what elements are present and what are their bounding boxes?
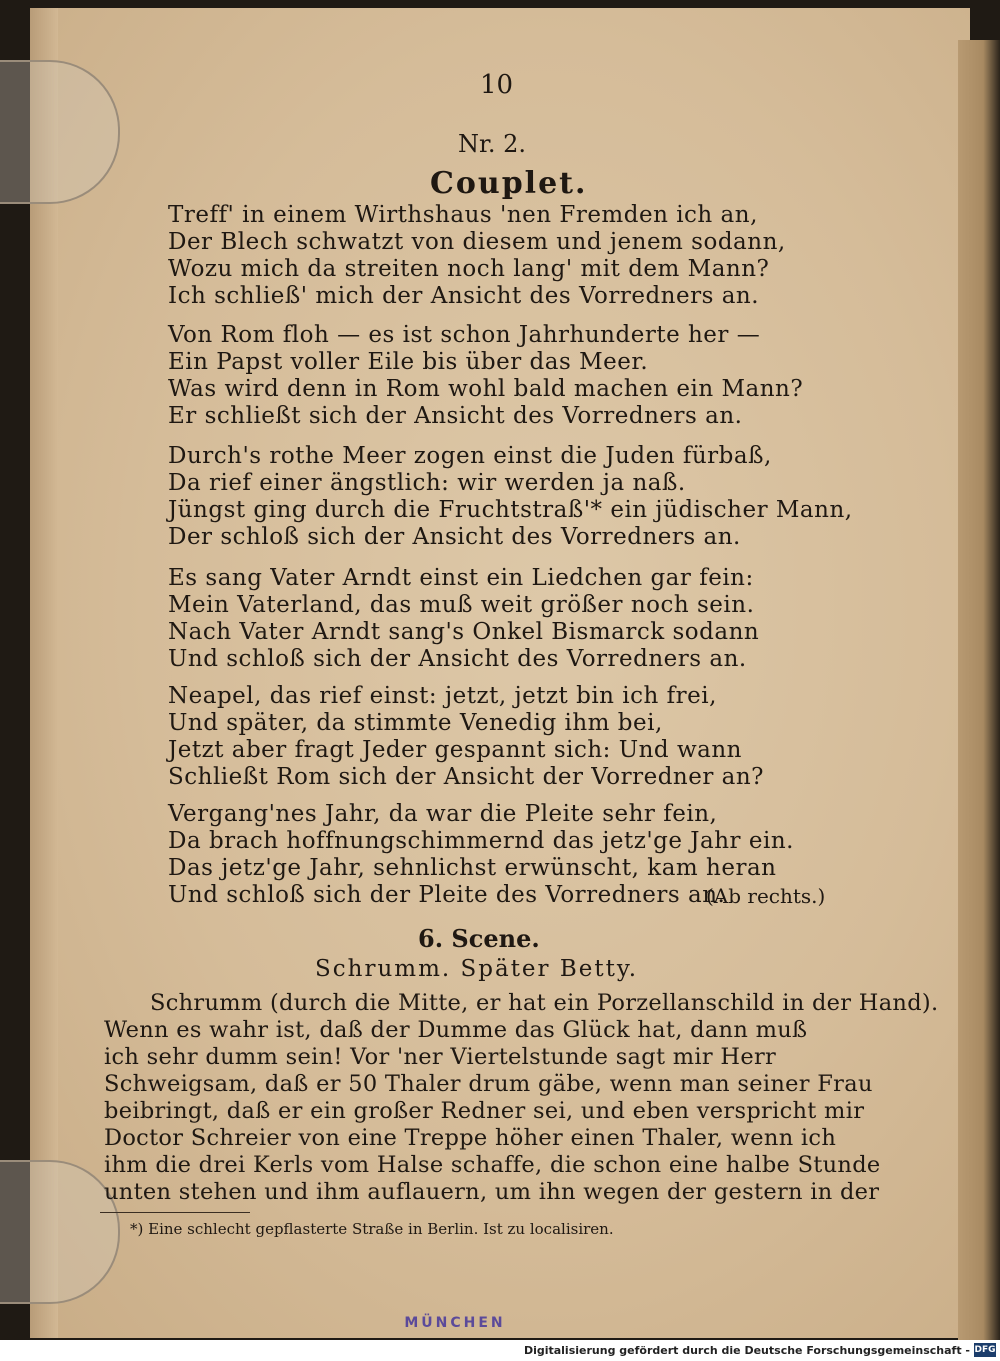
verse-line: Was wird denn in Rom wohl bald machen ein Mann? — [168, 376, 804, 402]
verse-line: Jetzt aber fragt Jeder gespannt sich: Und wann — [168, 737, 742, 763]
verse-line: Und später, da stimmte Venedig ihm bei, — [168, 710, 663, 736]
prose-line: Wenn es wahr ist, daß der Dumme das Glück hat, dann muß — [104, 1017, 808, 1043]
dfg-logo-icon: DFG — [974, 1345, 996, 1355]
verse-line: Jüngst ging durch die Fruchtstraß'* ein jüdischer Mann, — [168, 497, 853, 523]
verse-line: Nach Vater Arndt sang's Onkel Bismarck sodann — [168, 619, 760, 645]
prose-line: Schweigsam, daß er 50 Thaler drum gäbe, wenn man seiner Frau — [104, 1071, 873, 1097]
section-number: Nr. 2. — [458, 130, 526, 158]
prose-line: beibringt, daß er ein großer Redner sei, und eben verspricht mir — [104, 1098, 865, 1124]
verse-line: Da brach hoffnungschimmernd das jetz'ge Jahr ein. — [168, 828, 794, 854]
verse-line: Ein Papst voller Eile bis über das Meer. — [168, 349, 649, 375]
page-number: 10 — [480, 70, 514, 100]
stage-direction: (Ab rechts.) — [706, 884, 826, 908]
verse-line: Es sang Vater Arndt einst ein Liedchen gar fein: — [168, 565, 754, 591]
footer-credit: Digitalisierung gefördert durch die Deutsche Forschungsgemeinschaft - — [523, 1344, 970, 1357]
scene-cast: Schrumm. Später Betty. — [315, 956, 639, 982]
verse-line: Durch's rothe Meer zogen einst die Juden fürbaß, — [168, 443, 772, 469]
verse-line: Vergang'nes Jahr, da war die Pleite sehr fein, — [168, 801, 718, 827]
page-right-edge — [958, 40, 1000, 1340]
verse-line: Neapel, das rief einst: jetzt, jetzt bin ich frei, — [168, 683, 717, 709]
footnote: *) Eine schlecht gepflasterte Straße in Berlin. Ist zu localisiren. — [130, 1220, 614, 1238]
prose-line: ihm die drei Kerls vom Halse schaffe, die schon eine halbe Stunde — [104, 1152, 881, 1178]
verse-line: Von Rom floh — es ist schon Jahrhunderte her — — [168, 322, 761, 348]
verse-line: Wozu mich da streiten noch lang' mit dem Mann? — [168, 256, 770, 282]
footnote-rule — [100, 1212, 250, 1213]
verse-line: Und schloß sich der Pleite des Vorredners an. — [168, 882, 726, 908]
verse-line: Treff' in einem Wirthshaus 'nen Fremden ich an, — [168, 202, 758, 228]
page-left-edge — [30, 8, 58, 1338]
verse-line: Mein Vaterland, das muß weit größer noch sein. — [168, 592, 755, 618]
verse-line: Ich schließ' mich der Ansicht des Vorredners an. — [168, 283, 760, 309]
verse-line: Und schloß sich der Ansicht des Vorredners an. — [168, 646, 747, 672]
prose-line: ich sehr dumm sein! Vor 'ner Viertelstunde sagt mir Herr — [104, 1044, 777, 1070]
scene-heading: 6. Scene. — [418, 924, 540, 953]
verse-line: Schließt Rom sich der Ansicht der Vorredner an? — [168, 764, 765, 790]
verse-line: Da rief einer ängstlich: wir werden ja naß. — [168, 470, 686, 496]
prose-line: unten stehen und ihm auflauern, um ihn wegen der gestern in der — [104, 1179, 880, 1205]
prose-line: Schrumm (durch die Mitte, er hat ein Porzellanschild in der Hand). — [150, 990, 939, 1016]
prose-line: Doctor Schreier von eine Treppe höher einen Thaler, wenn ich — [104, 1125, 837, 1151]
verse-line: Der Blech schwatzt von diesem und jenem sodann, — [168, 229, 786, 255]
library-stamp: MÜNCHEN — [404, 1315, 506, 1331]
verse-line: Er schließt sich der Ansicht des Vorredners an. — [168, 403, 743, 429]
verse-line: Der schloß sich der Ansicht des Vorredners an. — [168, 524, 741, 550]
verse-line: Das jetz'ge Jahr, sehnlichst erwünscht, kam heran — [168, 855, 777, 881]
page-title: Couplet. — [430, 166, 588, 201]
